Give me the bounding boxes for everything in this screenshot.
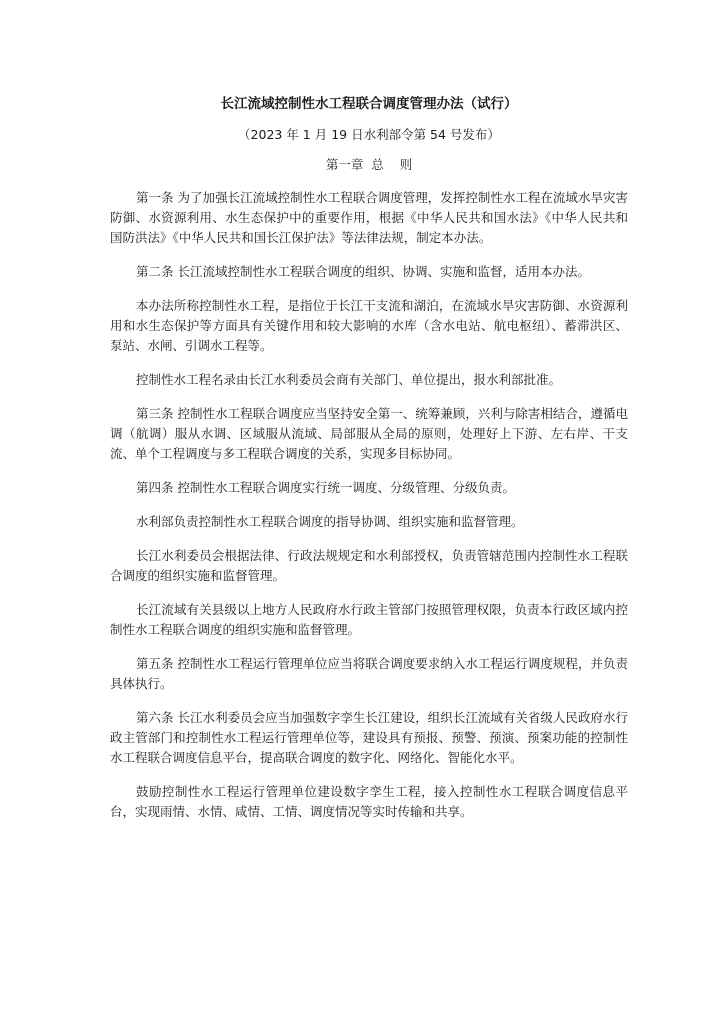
paragraph: 第一条 为了加强长江流域控制性水工程联合调度管理，发挥控制性水工程在流域水旱灾害防御、水资源利用、水生态保护中的重要作用，根据《中华人民共和国水法》《中华人民共和国防洪法》《中华人民共和国长江保护法》等法律法规，制定本办法。 — [110, 190, 628, 245]
paragraph: 第六条 长江水利委员会应当加强数字孪生长江建设，组织长江流域有关省级人民政府水行政主管部门和控制性水工程运行管理单位等，建设具有预报、预警、预演、预案功能的控制性水工程联合调度信息平台，提高联合调度的数字化、网络化、智能化水平。 — [110, 710, 628, 765]
paragraph: 本办法所称控制性水工程，是指位于长江干支流和湖泊，在流域水旱灾害防御、水资源利用和水生态保护等方面具有关键作用和较大影响的水库（含水电站、航电枢纽）、蓄滞洪区、泵站、水闸、引调水工程等。 — [110, 298, 628, 353]
paragraph: 长江流域有关县级以上地方人民政府水行政主管部门按照管理权限，负责本行政区域内控制性水工程联合调度的组织实施和监督管理。 — [110, 602, 628, 637]
paragraph: 第三条 控制性水工程联合调度应当坚持安全第一、统筹兼顾，兴利与除害相结合，遵循电调（航调）服从水调、区域服从流域、局部服从全局的原则，处理好上下游、左右岸、干支流、单个工程调度与多工程联合调度的关系，实现多目标协同。 — [110, 406, 628, 461]
paragraph: 第二条 长江流域控制性水工程联合调度的组织、协调、实施和监督，适用本办法。 — [136, 264, 590, 279]
chapter-heading: 第一章 总 则 — [325, 157, 413, 172]
paragraph: 鼓励控制性水工程运行管理单位建设数字孪生工程，接入控制性水工程联合调度信息平台，实现雨情、水情、咸情、工情、调度情况等实时传输和共享。 — [110, 784, 628, 819]
paragraph: 第五条 控制性水工程运行管理单位应当将联合调度要求纳入水工程运行调度规程，并负责具体执行。 — [110, 656, 628, 691]
document-page — [110, 94, 628, 836]
document-title: 长江流域控制性水工程联合调度管理办法（试行） — [220, 96, 518, 112]
paragraph: 长江水利委员会根据法律、行政法规规定和水利部授权，负责管辖范围内控制性水工程联合调度的组织实施和监督管理。 — [110, 548, 628, 583]
paragraph: 水利部负责控制性水工程联合调度的指导协调、组织实施和监督管理。 — [136, 514, 524, 529]
document-subtitle: （2023 年 1 月 19 日水利部令第 54 号发布） — [238, 127, 500, 142]
paragraph: 第四条 控制性水工程联合调度实行统一调度、分级管理、分级负责。 — [136, 480, 515, 495]
paragraph: 控制性水工程名录由长江水利委员会商有关部门、单位提出，报水利部批准。 — [136, 372, 562, 387]
